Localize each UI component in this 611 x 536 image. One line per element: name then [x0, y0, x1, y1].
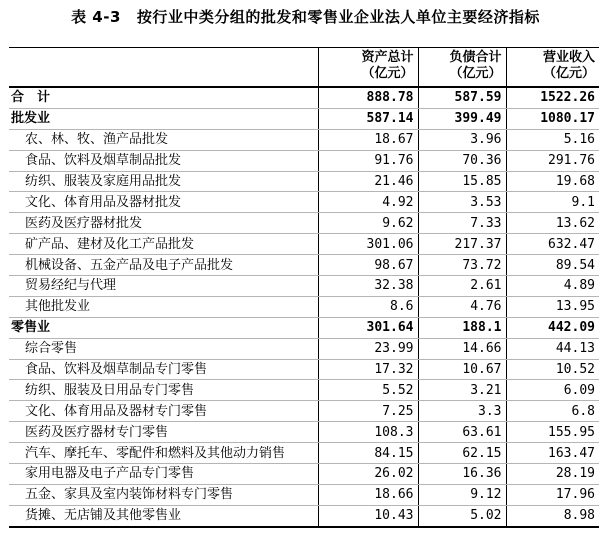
total-liabilities-cell: 7.33: [418, 213, 506, 234]
total-liabilities-cell: 3.21: [418, 380, 506, 401]
total-liabilities-cell: 4.76: [418, 296, 506, 317]
revenue-cell: 5.16: [506, 129, 599, 150]
total-assets-cell: 21.46: [318, 171, 418, 192]
total-assets-cell: 8.6: [318, 296, 418, 317]
total-assets-cell: 301.06: [318, 234, 418, 255]
header-revenue: 营业收入 （亿元）: [506, 48, 599, 88]
total-liabilities-cell: 3.53: [418, 192, 506, 213]
total-assets-cell: 108.3: [318, 422, 418, 443]
revenue-cell: 1080.17: [506, 108, 599, 129]
total-liabilities-cell: 3.3: [418, 401, 506, 422]
table-row: [9, 296, 599, 317]
revenue-cell: 8.98: [506, 505, 599, 526]
revenue-cell: 6.8: [506, 401, 599, 422]
total-assets-cell: 91.76: [318, 150, 418, 171]
revenue-cell: 28.19: [506, 464, 599, 485]
table-number: 表 4-3: [71, 8, 121, 26]
table-row: [9, 359, 599, 380]
indicators-table: [9, 47, 599, 528]
total-assets-cell: 587.14: [318, 108, 418, 129]
table-row: [9, 234, 599, 255]
revenue-cell: 1522.26: [506, 87, 599, 108]
table-row: [9, 422, 599, 443]
total-assets-cell: 32.38: [318, 276, 418, 297]
total-assets-cell: 26.02: [318, 464, 418, 485]
total-assets-cell: 18.67: [318, 129, 418, 150]
row-label: 货摊、无店铺及其他零售业: [9, 505, 318, 526]
revenue-cell: 163.47: [506, 443, 599, 464]
table-row: [9, 213, 599, 234]
revenue-cell: 155.95: [506, 422, 599, 443]
total-assets-cell: 301.64: [318, 317, 418, 338]
row-label: 零售业: [9, 317, 318, 338]
revenue-cell: 44.13: [506, 338, 599, 359]
row-label: 贸易经纪与代理: [9, 276, 318, 297]
table-row: [9, 443, 599, 464]
revenue-cell: 632.47: [506, 234, 599, 255]
table-row: [9, 380, 599, 401]
row-label: 食品、饮料及烟草制品专门零售: [9, 359, 318, 380]
header-row: [9, 48, 599, 88]
total-liabilities-cell: 587.59: [418, 87, 506, 108]
table-row: [9, 276, 599, 297]
total-assets-cell: 9.62: [318, 213, 418, 234]
total-assets-cell: 5.52: [318, 380, 418, 401]
total-assets-cell: 23.99: [318, 338, 418, 359]
row-label: 机械设备、五金产品及电子产品批发: [9, 255, 318, 276]
table-row: [9, 87, 599, 108]
revenue-cell: 4.89: [506, 276, 599, 297]
revenue-cell: 19.68: [506, 171, 599, 192]
revenue-cell: 6.09: [506, 380, 599, 401]
revenue-cell: 89.54: [506, 255, 599, 276]
table-title: [0, 6, 611, 27]
table-row: [9, 150, 599, 171]
header-total-liabilities: 负债合计 （亿元）: [418, 48, 506, 88]
table-row: [9, 171, 599, 192]
revenue-cell: 17.96: [506, 484, 599, 505]
table-body: [9, 87, 599, 527]
row-label: 医药及医疗器材批发: [9, 213, 318, 234]
total-assets-cell: 84.15: [318, 443, 418, 464]
table-row: [9, 401, 599, 422]
total-liabilities-cell: 62.15: [418, 443, 506, 464]
total-liabilities-cell: 5.02: [418, 505, 506, 526]
row-label: 批发业: [9, 108, 318, 129]
revenue-cell: 13.62: [506, 213, 599, 234]
total-liabilities-cell: 399.49: [418, 108, 506, 129]
row-label: 合 计: [9, 87, 318, 108]
revenue-cell: 291.76: [506, 150, 599, 171]
total-assets-cell: 98.67: [318, 255, 418, 276]
table-row: [9, 338, 599, 359]
total-assets-cell: 4.92: [318, 192, 418, 213]
total-liabilities-cell: 63.61: [418, 422, 506, 443]
total-liabilities-cell: 10.67: [418, 359, 506, 380]
row-label: 纺织、服装及日用品专门零售: [9, 380, 318, 401]
total-assets-cell: 17.32: [318, 359, 418, 380]
table-title-text: 按行业中类分组的批发和零售业企业法人单位主要经济指标: [136, 8, 540, 26]
revenue-cell: 442.09: [506, 317, 599, 338]
row-label: 医药及医疗器材专门零售: [9, 422, 318, 443]
revenue-cell: 13.95: [506, 296, 599, 317]
table-row: [9, 464, 599, 485]
table-row: [9, 484, 599, 505]
row-label: 家用电器及电子产品专门零售: [9, 464, 318, 485]
total-liabilities-cell: 9.12: [418, 484, 506, 505]
row-label: 其他批发业: [9, 296, 318, 317]
row-label: 农、林、牧、渔产品批发: [9, 129, 318, 150]
row-label: 文化、体育用品及器材专门零售: [9, 401, 318, 422]
total-liabilities-cell: 16.36: [418, 464, 506, 485]
table-row: [9, 505, 599, 526]
total-assets-cell: 18.66: [318, 484, 418, 505]
total-liabilities-cell: 3.96: [418, 129, 506, 150]
total-liabilities-cell: 70.36: [418, 150, 506, 171]
total-liabilities-cell: 14.66: [418, 338, 506, 359]
total-liabilities-cell: 73.72: [418, 255, 506, 276]
table-row: [9, 255, 599, 276]
row-label: 综合零售: [9, 338, 318, 359]
table-row: [9, 192, 599, 213]
total-liabilities-cell: 15.85: [418, 171, 506, 192]
header-blank: [9, 48, 318, 88]
table-row: [9, 317, 599, 338]
total-liabilities-cell: 188.1: [418, 317, 506, 338]
row-label: 矿产品、建材及化工产品批发: [9, 234, 318, 255]
row-label: 汽车、摩托车、零配件和燃料及其他动力销售: [9, 443, 318, 464]
row-label: 食品、饮料及烟草制品批发: [9, 150, 318, 171]
total-liabilities-cell: 217.37: [418, 234, 506, 255]
revenue-cell: 10.52: [506, 359, 599, 380]
header-total-assets: 资产总计 （亿元）: [318, 48, 418, 88]
total-assets-cell: 7.25: [318, 401, 418, 422]
revenue-cell: 9.1: [506, 192, 599, 213]
total-liabilities-cell: 2.61: [418, 276, 506, 297]
total-assets-cell: 10.43: [318, 505, 418, 526]
row-label: 纺织、服装及家庭用品批发: [9, 171, 318, 192]
row-label: 五金、家具及室内装饰材料专门零售: [9, 484, 318, 505]
row-label: 文化、体育用品及器材批发: [9, 192, 318, 213]
table-row: [9, 129, 599, 150]
table-row: [9, 108, 599, 129]
total-assets-cell: 888.78: [318, 87, 418, 108]
